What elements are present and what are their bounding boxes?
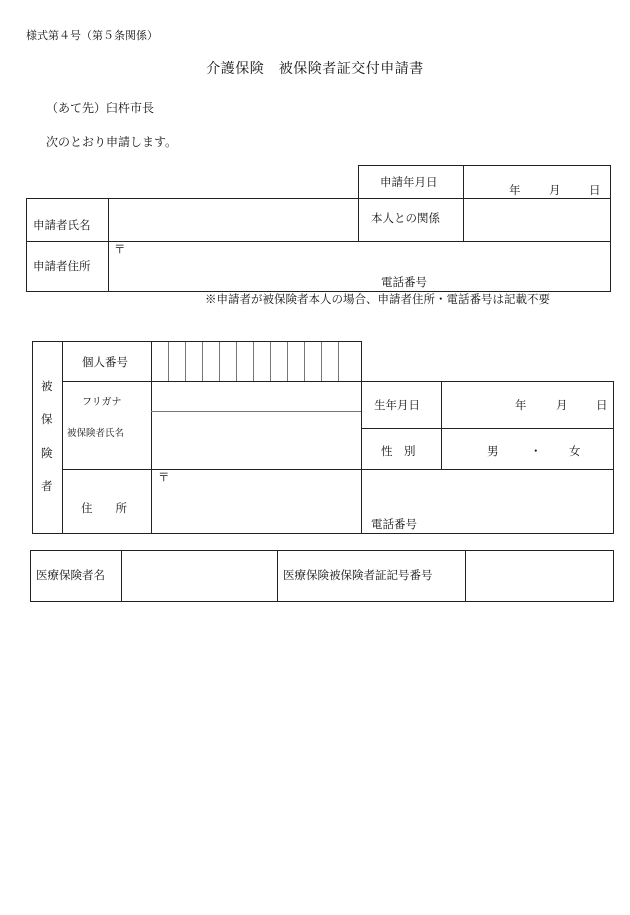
- insured-section-char-2: 保: [41, 412, 53, 426]
- application-year-label: 年: [509, 183, 521, 197]
- sex-option-female[interactable]: 女: [569, 444, 581, 458]
- application-day-label: 日: [589, 183, 601, 197]
- birth-day-label: 日: [596, 398, 608, 412]
- birth-month-label: 月: [556, 398, 568, 412]
- birth-year-label: 年: [515, 398, 527, 412]
- relation-label: 本人との関係: [371, 211, 440, 225]
- applicant-phone-label: 電話番号: [381, 275, 427, 289]
- insured-phone-label: 電話番号: [371, 517, 417, 531]
- insured-address-label: 住 所: [81, 501, 127, 515]
- addressee: （あて先）臼杵市長: [46, 101, 155, 115]
- insured-section-char-1: 被: [41, 379, 53, 393]
- application-date-label: 申請年月日: [380, 175, 438, 189]
- sex-separator: ・: [530, 444, 542, 458]
- furigana-label: フリガナ: [82, 397, 122, 408]
- medical-insurer-label: 医療保険者名: [36, 568, 105, 582]
- page-title: 介護保険 被保険者証交付申請書: [206, 61, 424, 77]
- sex-label: 性 別: [381, 444, 416, 458]
- insured-section-char-4: 者: [41, 479, 53, 493]
- medical-insurer-field[interactable]: [122, 551, 276, 601]
- application-month-label: 月: [549, 183, 561, 197]
- applicant-note: ※申請者が被保険者本人の場合、申請者住所・電話番号は記載不要: [205, 292, 550, 306]
- personal-number-grid[interactable]: [152, 342, 361, 381]
- insured-section-char-3: 険: [41, 446, 53, 460]
- insured-name-label: 被保険者氏名: [67, 428, 125, 439]
- insured-postal-mark: 〒: [158, 470, 170, 484]
- applicant-postal-mark: 〒: [114, 242, 126, 256]
- sex-option-male[interactable]: 男: [487, 444, 499, 458]
- personal-number-label: 個人番号: [82, 355, 128, 369]
- insured-name-field[interactable]: [152, 412, 361, 468]
- applicant-address-field[interactable]: [109, 242, 610, 291]
- relation-field[interactable]: [464, 199, 610, 240]
- applicant-name-label: 申請者氏名: [33, 218, 91, 232]
- furigana-field[interactable]: [152, 382, 361, 411]
- intro-text: 次のとおり申請します。: [46, 135, 178, 149]
- medical-certificate-label: 医療保険被保険者証記号番号: [283, 568, 433, 582]
- applicant-name-field[interactable]: [109, 199, 357, 240]
- applicant-address-label: 申請者住所: [33, 259, 91, 273]
- birth-date-field[interactable]: [442, 382, 613, 427]
- medical-certificate-field[interactable]: [466, 551, 613, 601]
- birth-date-label: 生年月日: [374, 398, 420, 412]
- form-number: 様式第４号（第５条関係）: [26, 29, 158, 42]
